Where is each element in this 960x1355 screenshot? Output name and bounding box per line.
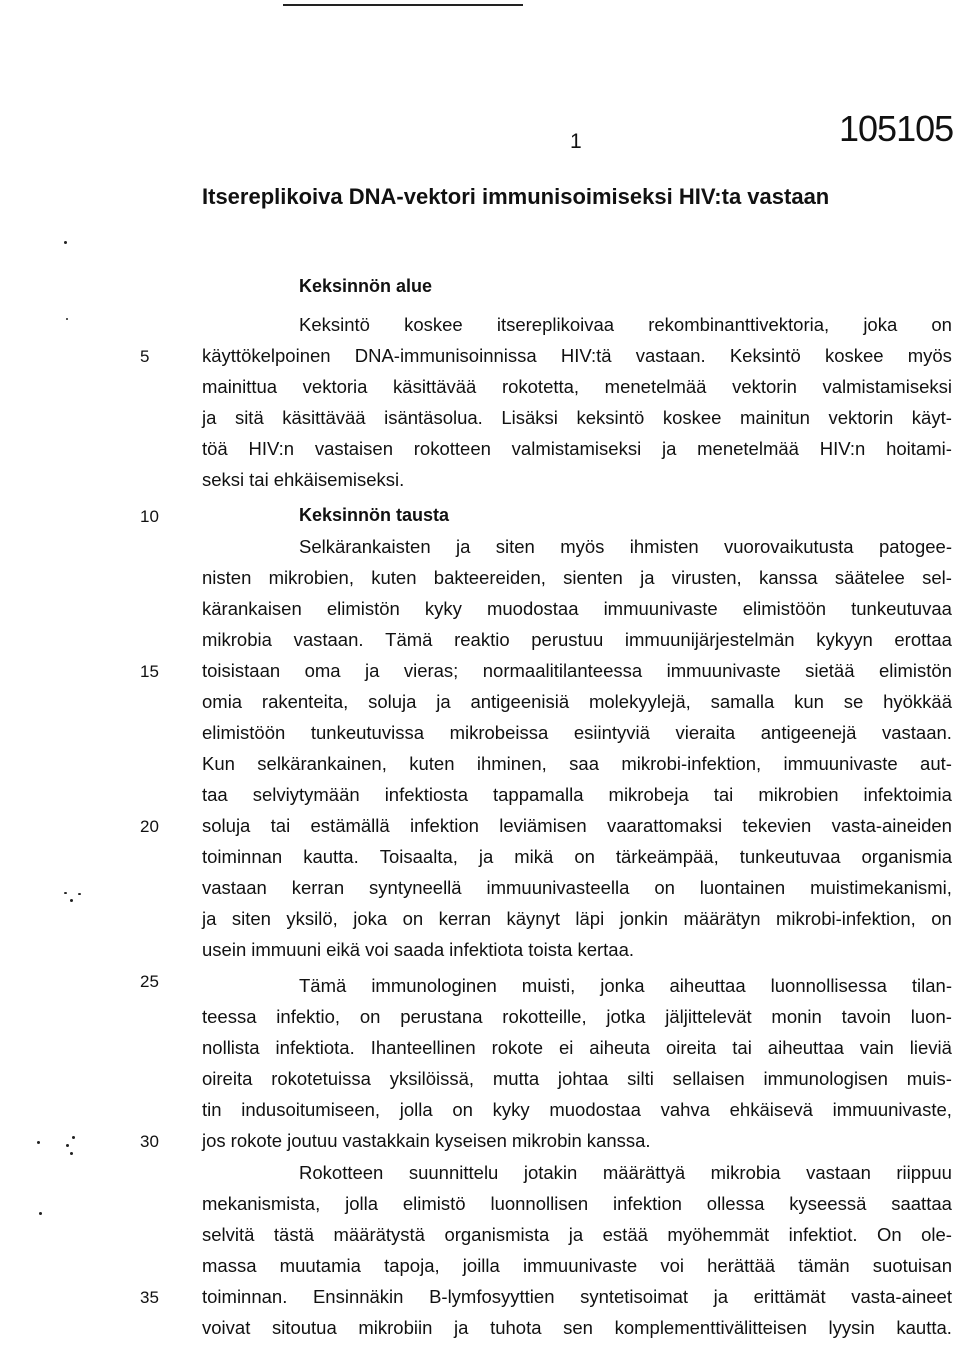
- margin-line-number: 35: [140, 1288, 159, 1307]
- text-line: toiminnan kautta. Toisaalta, ja mikä on tärkeämpää, tunkeutuvaa organismia: [202, 846, 952, 867]
- text-line: toiminnan. Ensinnäkin B-lymfosyyttien syntetisoimat ja erittämät vasta-aineet: [202, 1286, 952, 1307]
- text-line: voivat sitoutua mikrobiin ja tuhota sen komplementtivälitteisen lyysin kautta.: [202, 1317, 952, 1338]
- scan-speck: [70, 1152, 73, 1155]
- scan-speck: [66, 318, 68, 320]
- scan-speck: [37, 1141, 40, 1144]
- text-line: nollista infektiota. Ihanteellinen rokote ei aiheuta oireita tai aiheuttaa vain lieviä: [202, 1037, 952, 1058]
- margin-line-number: 30: [140, 1132, 159, 1151]
- scan-speck: [78, 893, 81, 895]
- scan-speck: [39, 1212, 42, 1215]
- text-line: toisistaan oma ja vieras; normaalitilanteessa immuunivaste sietää elimistön: [202, 660, 952, 681]
- text-line: oireita rokotetuissa yksilöissä, mutta johtaa silti sellaisen immunologisen muis-: [202, 1068, 952, 1089]
- text-line: Tämä immunologinen muisti, jonka aiheuttaa luonnollisessa tilan-: [299, 975, 952, 996]
- scan-speck: [64, 241, 67, 244]
- text-line: mikrobia vastaan. Tämä reaktio perustuu immuunijärjestelmän kykyyn erottaa: [202, 629, 952, 650]
- text-line: taa selviytymään infektiosta tappamalla mikrobeja tai mikrobien infektoimia: [202, 784, 952, 805]
- text-line: teessa infektio, on perustana rokotteille, jotka jäljittelevät monin tavoin luon-: [202, 1006, 952, 1027]
- text-line: ja sitä käsittävää isäntäsolua. Lisäksi keksintö koskee mainitun vektorin käyt-: [202, 407, 952, 428]
- margin-line-number: 5: [140, 347, 150, 366]
- text-line: seksi tai ehkäisemiseksi.: [202, 469, 405, 490]
- text-line: Kun selkärankainen, kuten ihminen, saa mikrobi-infektion, immuunivaste aut-: [202, 753, 952, 774]
- margin-line-number: 25: [140, 972, 159, 991]
- document-title: Itsereplikoiva DNA-vektori immunisoimiseksi HIV:ta vastaan: [202, 184, 830, 209]
- scan-speck: [70, 899, 73, 902]
- text-line: vastaan kerran syntyneellä immuunivasteella on luontainen muistimekanismi,: [202, 877, 952, 898]
- text-line: selvitä tästä määrätystä organismista ja estää myöhemmät infektiot. On ole-: [202, 1224, 952, 1245]
- text-line: massa muutamia tapoja, joilla immuunivaste voi herättää tämän suotuisan: [202, 1255, 952, 1276]
- document-number: 105105: [839, 108, 954, 149]
- text-line: ja siten yksilö, joka on kerran käynyt läpi jonkin määrätyn mikrobi-infektion, on: [202, 908, 952, 929]
- text-line: elimistöön tunkeutuvissa mikrobeissa esiintyviä vieraita antigeenejä vastaan.: [202, 722, 952, 743]
- margin-line-number: 20: [140, 817, 159, 836]
- scan-speck: [72, 1136, 75, 1139]
- text-line: jos rokote joutuu vastakkain kyseisen mikrobin kanssa.: [202, 1130, 651, 1151]
- margin-line-number: 15: [140, 662, 159, 681]
- text-line: Keksintö koskee itsereplikoivaa rekombinanttivektoria, joka on: [299, 314, 952, 335]
- page-number: 1: [570, 130, 582, 153]
- text-line: usein immuuni eikä voi saada infektiota toista kertaa.: [202, 939, 634, 960]
- text-line: soluja tai estämällä infektion leviämisen vaarattomaksi tekevien vasta-aineiden: [202, 815, 952, 836]
- text-line: käyttökelpoinen DNA-immunisoinnissa HIV:tä vastaan. Keksintö koskee myös: [202, 345, 952, 366]
- text-line: tin indusoitumiseen, jolla on kyky muodostaa vahva ehkäisevä immuunivaste,: [202, 1099, 952, 1120]
- text-line: mainittua vektoria käsittävää rokotetta, menetelmää vektorin valmistamiseksi: [202, 376, 952, 397]
- text-line: kärankaisen elimistön kyky muodostaa immuunivaste elimistöön tunkeutuvaa: [202, 598, 952, 619]
- text-line: nisten mikrobien, kuten bakteereiden, sienten ja virusten, kanssa säätelee sel-: [202, 567, 952, 588]
- text-line: mekanismista, jolla elimistö luonnollisen infektion ollessa kyseessä saattaa: [202, 1193, 952, 1214]
- section-heading-background: Keksinnön tausta: [299, 505, 450, 525]
- section-heading-field: Keksinnön alue: [299, 276, 433, 296]
- text-line: omia rakenteita, soluja ja antigeenisiä molekyylejä, samalla kun se hyökkää: [202, 691, 952, 712]
- text-line: Rokotteen suunnittelu jotakin määrättyä mikrobia vastaan riippuu: [299, 1162, 952, 1183]
- text-line: töä HIV:n vastaisen rokotteen valmistamiseksi ja menetelmää HIV:n hoitami-: [202, 438, 952, 459]
- scan-speck: [66, 1144, 69, 1147]
- top-rule: [283, 4, 523, 6]
- margin-line-number: 10: [140, 507, 159, 526]
- scan-speck: [64, 892, 67, 894]
- text-line: Selkärankaisten ja siten myös ihmisten vuorovaikutusta patogee-: [299, 536, 952, 557]
